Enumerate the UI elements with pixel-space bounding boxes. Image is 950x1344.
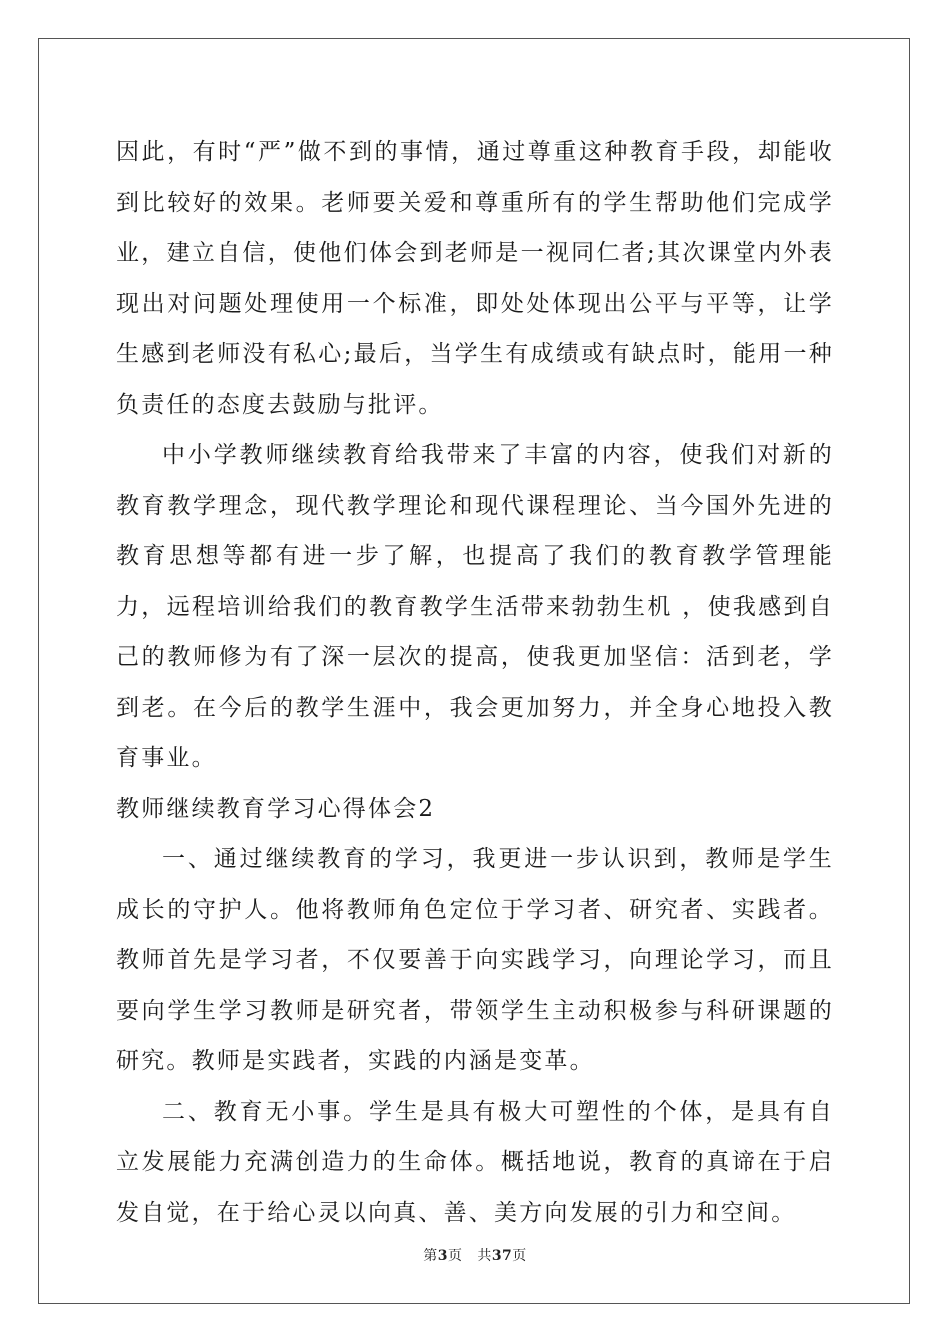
total-page-count: 37 [491,1248,513,1264]
paragraph-1: 因此，有时“严”做不到的事情，通过尊重这种教育手段，却能收到比较好的效果。老师要关爱和尊重所有的学生帮助他们完成学业，建立自信，使他们体会到老师是一视同仁者;其次课堂内外表现出对问题处理使用一个标准，即处处体现出公平与平等，让学生感到老师没有私心;最后，当学生有成绩或有缺点时，能用一种负责任的态度去鼓励与批评。 [116,139,834,418]
section-heading: 教师继续教育学习心得体会2 [116,795,436,822]
section-paragraph-2: 二、教育无小事。学生是具有极大可塑性的个体，是具有自立发展能力充满创造力的生命体。概括地说，教育的真谛在于启发自觉，在于给心灵以向真、善、美方向发展的引力和空间。 [116,1098,834,1226]
page-suffix: 页 [447,1248,463,1264]
page-footer [0,1245,950,1265]
document-body [116,127,834,1238]
total-suffix: 页 [512,1248,527,1264]
page-prefix: 第 [423,1248,438,1264]
paragraph-2: 中小学教师继续教育给我带来了丰富的内容，使我们对新的教育教学理念，现代教学理论和现代课程理论、当今国外先进的教育思想等都有进一步了解，也提高了我们的教育教学管理能力，远程培训给我们的教育教学生活带来勃勃生机 ，使我感到自己的教师修为有了深一层次的提高，使我更加坚信：活到老，学到老。在今后的教学生涯中，我会更加努力，并全身心地投入教育事业。 [116,442,834,771]
current-page-number: 3 [437,1248,448,1264]
section-paragraph-1: 一、通过继续教育的学习，我更进一步认识到，教师是学生成长的守护人。他将教师角色定位于学习者、研究者、实践者。教师首先是学习者，不仅要善于向实践学习，向理论学习，而且要向学生学习教师是研究者，带领学生主动积极参与科研课题的研究。教师是实践者，实践的内涵是变革。 [116,846,834,1074]
total-prefix: 共 [477,1248,492,1264]
